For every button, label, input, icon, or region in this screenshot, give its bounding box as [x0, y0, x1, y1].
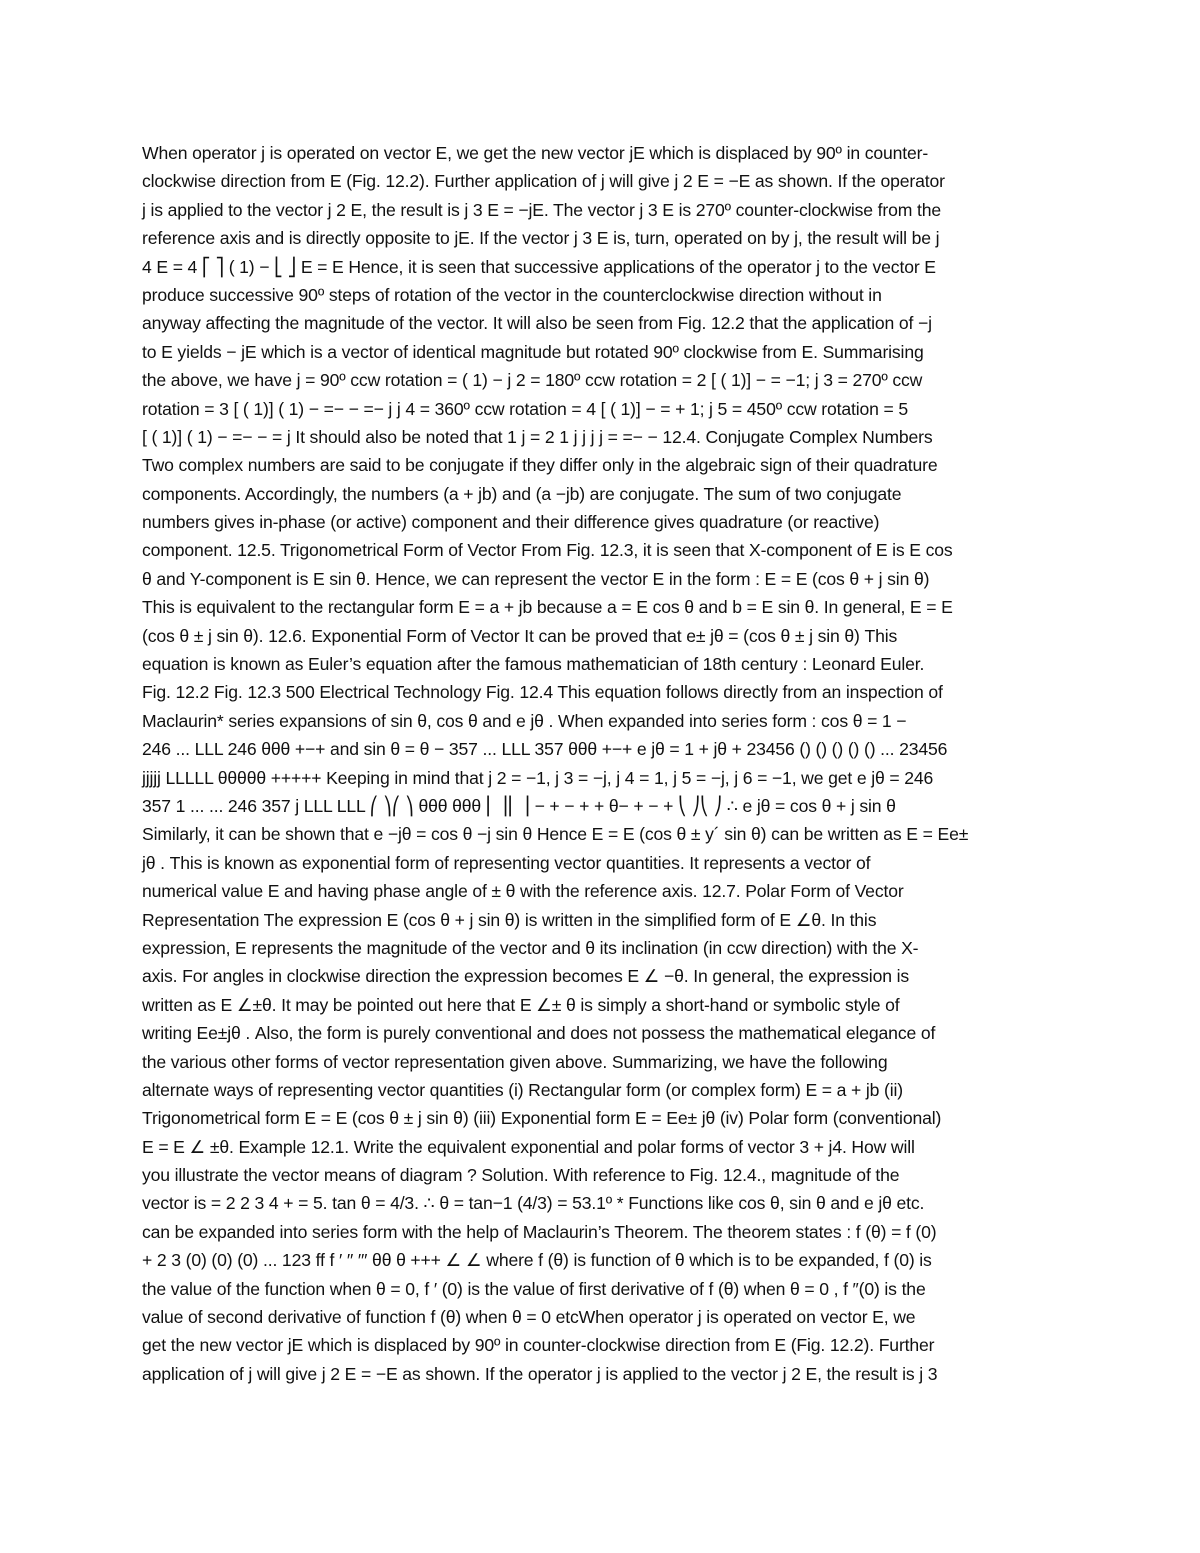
text-line: Two complex numbers are said to be conjugate if they differ only in the algebraic sign of their quadrature — [142, 455, 938, 476]
text-line: get the new vector jE which is displaced by 90º in counter-clockwise direction from E (Fig. 12.2). Further — [142, 1335, 935, 1356]
text-line: + 2 3 (0) (0) (0) ... 123 ff f ′ ′′ ′′′ θθ θ +++ ∠ ∠ where f (θ) is function of θ which is to be expanded, f (0) is — [142, 1250, 932, 1271]
text-line: components. Accordingly, the numbers (a + jb) and (a −jb) are conjugate. The sum of two conjugate — [142, 483, 902, 504]
text-line: jjjjj LLLLL θθθθθ +++++ Keeping in mind that j 2 = −1, j 3 = −j, j 4 = 1, j 5 = −j, j 6 = −1, we get e jθ = 246 — [142, 767, 934, 788]
text-line: produce successive 90º steps of rotation of the vector in the counterclockwise direction without in — [142, 284, 882, 305]
text-line: rotation = 3 [ ( 1)] ( 1) − =− − =− j j 4 = 360º ccw rotation = 4 [ ( 1)] − = + 1; j 5 = 450º ccw rotation = 5 — [142, 398, 909, 419]
text-line: writing Ee±jθ . Also, the form is purely conventional and does not possess the mathematical elegance of — [142, 1023, 936, 1044]
text-line: 246 ... LLL 246 θθθ +−+ and sin θ = θ − 357 ... LLL 357 θθθ +−+ e jθ = 1 + jθ + 23456 () () () () () ... 23456 — [142, 739, 948, 760]
text-line: j is applied to the vector j 2 E, the result is j 3 E = −jE. The vector j 3 E is 270º counter-clockwise from the — [142, 199, 941, 220]
text-line: When operator j is operated on vector E, we get the new vector jE which is displaced by 90º in counter- — [142, 143, 929, 163]
text-line: Fig. 12.2 Fig. 12.3 500 Electrical Technology Fig. 12.4 This equation follows directly from an inspection of — [142, 682, 943, 703]
document-page — [142, 139, 1062, 1388]
text-line: value of second derivative of function f (θ) when θ = 0 etcWhen operator j is operated on vector E, we — [142, 1307, 916, 1328]
text-line: can be expanded into series form with the help of Maclaurin’s Theorem. The theorem states : f (θ) = f (0) — [142, 1221, 937, 1242]
text-line: Maclaurin* series expansions of sin θ, cos θ and e jθ . When expanded into series form : cos θ = 1 − — [142, 710, 907, 731]
text-line: 4 E = 4 ⎡ ⎤ ( 1) − ⎣ ⎦ E = E Hence, it is seen that successive applications of the operator j to the vector E — [142, 256, 936, 277]
text-line: reference axis and is directly opposite to jE. If the vector j 3 E is, turn, operated on by j, the result will be j — [142, 228, 940, 249]
text-line: the various other forms of vector representation given above. Summarizing, we have the following — [142, 1051, 888, 1072]
text-line: equation is known as Euler’s equation after the famous mathematician of 18th century : Leonard Euler. — [142, 654, 925, 675]
text-line: to E yields − jE which is a vector of identical magnitude but rotated 90º clockwise from E. Summarising — [142, 341, 924, 362]
text-line: written as E ∠±θ. It may be pointed out here that E ∠± θ is simply a short-hand or symbolic style of — [142, 994, 900, 1015]
text-line: numbers gives in-phase (or active) component and their difference gives quadrature (or reactive) — [142, 512, 880, 533]
text-line: the value of the function when θ = 0, f ′ (0) is the value of first derivative of f (θ) when θ = 0 , f ″(0) is the — [142, 1278, 926, 1299]
text-line: application of j will give j 2 E = −E as shown. If the operator j is applied to the vector j 2 E, the result is j 3 — [142, 1363, 938, 1384]
text-line: numerical value E and having phase angle of ± θ with the reference axis. 12.7. Polar Form of Vector — [142, 881, 904, 902]
text-line: Representation The expression E (cos θ + j sin θ) is written in the simplified form of E ∠θ. In this — [142, 909, 877, 930]
text-line: axis. For angles in clockwise direction the expression becomes E ∠ −θ. In general, the expression is — [142, 966, 909, 987]
text-line: you illustrate the vector means of diagram ? Solution. With reference to Fig. 12.4., magnitude of the — [142, 1165, 900, 1186]
text-line: [ ( 1)] ( 1) − =− − = j It should also be noted that 1 j = 2 1 j j j j = =− − 12.4. Conjugate Complex Numbers — [142, 426, 933, 447]
text-line: Similarly, it can be shown that e −jθ = cos θ −j sin θ Hence E = E (cos θ ± y´ sin θ) can be written as E = Ee± — [142, 824, 969, 845]
text-line: θ and Y-component is E sin θ. Hence, we can represent the vector E in the form : E = E (cos θ + j sin θ) — [142, 568, 930, 589]
text-line: the above, we have j = 90º ccw rotation = ( 1) − j 2 = 180º ccw rotation = 2 [ ( 1)] − = −1; j 3 = 270º ccw — [142, 370, 923, 391]
text-line: anyway affecting the magnitude of the vector. It will also be seen from Fig. 12.2 that the application of −j — [142, 313, 932, 334]
text-line: clockwise direction from E (Fig. 12.2). Further application of j will give j 2 E = −E as shown. If the operator — [142, 171, 945, 192]
text-line: component. 12.5. Trigonometrical Form of Vector From Fig. 12.3, it is seen that X-component of E is E cos — [142, 540, 953, 561]
text-line: alternate ways of representing vector quantities (i) Rectangular form (or complex form) E = a + jb (ii) — [142, 1079, 903, 1100]
text-line: This is equivalent to the rectangular form E = a + jb because a = E cos θ and b = E sin θ. In general, E = E — [142, 597, 953, 618]
text-line: jθ . This is known as exponential form of representing vector quantities. It represents a vector of — [142, 852, 871, 873]
text-line: (cos θ ± j sin θ). 12.6. Exponential Form of Vector It can be proved that e± jθ = (cos θ ± j sin θ) This — [142, 625, 898, 646]
text-line: Trigonometrical form E = E (cos θ ± j sin θ) (iii) Exponential form E = Ee± jθ (iv) Polar form (conventional) — [142, 1108, 942, 1129]
text-line: 357 1 ... ... 246 357 j LLL LLL ⎛ ⎞⎛ ⎞ θθθ θθθ ⎜ ⎟⎜ ⎟ − + − + + θ− + − + ⎝ ⎠⎝ ⎠ ∴ e jθ = cos θ + j sin θ — [142, 795, 896, 816]
text-line: E = E ∠ ±θ. Example 12.1. Write the equivalent exponential and polar forms of vector 3 + j4. How will — [142, 1136, 915, 1157]
text-line: expression, E represents the magnitude of the vector and θ its inclination (in ccw direction) with the X- — [142, 937, 919, 958]
text-line: vector is = 2 2 3 4 + = 5. tan θ = 4/3. ∴ θ = tan−1 (4/3) = 53.1º * Functions like cos θ, sin θ and e jθ etc. — [142, 1193, 925, 1214]
